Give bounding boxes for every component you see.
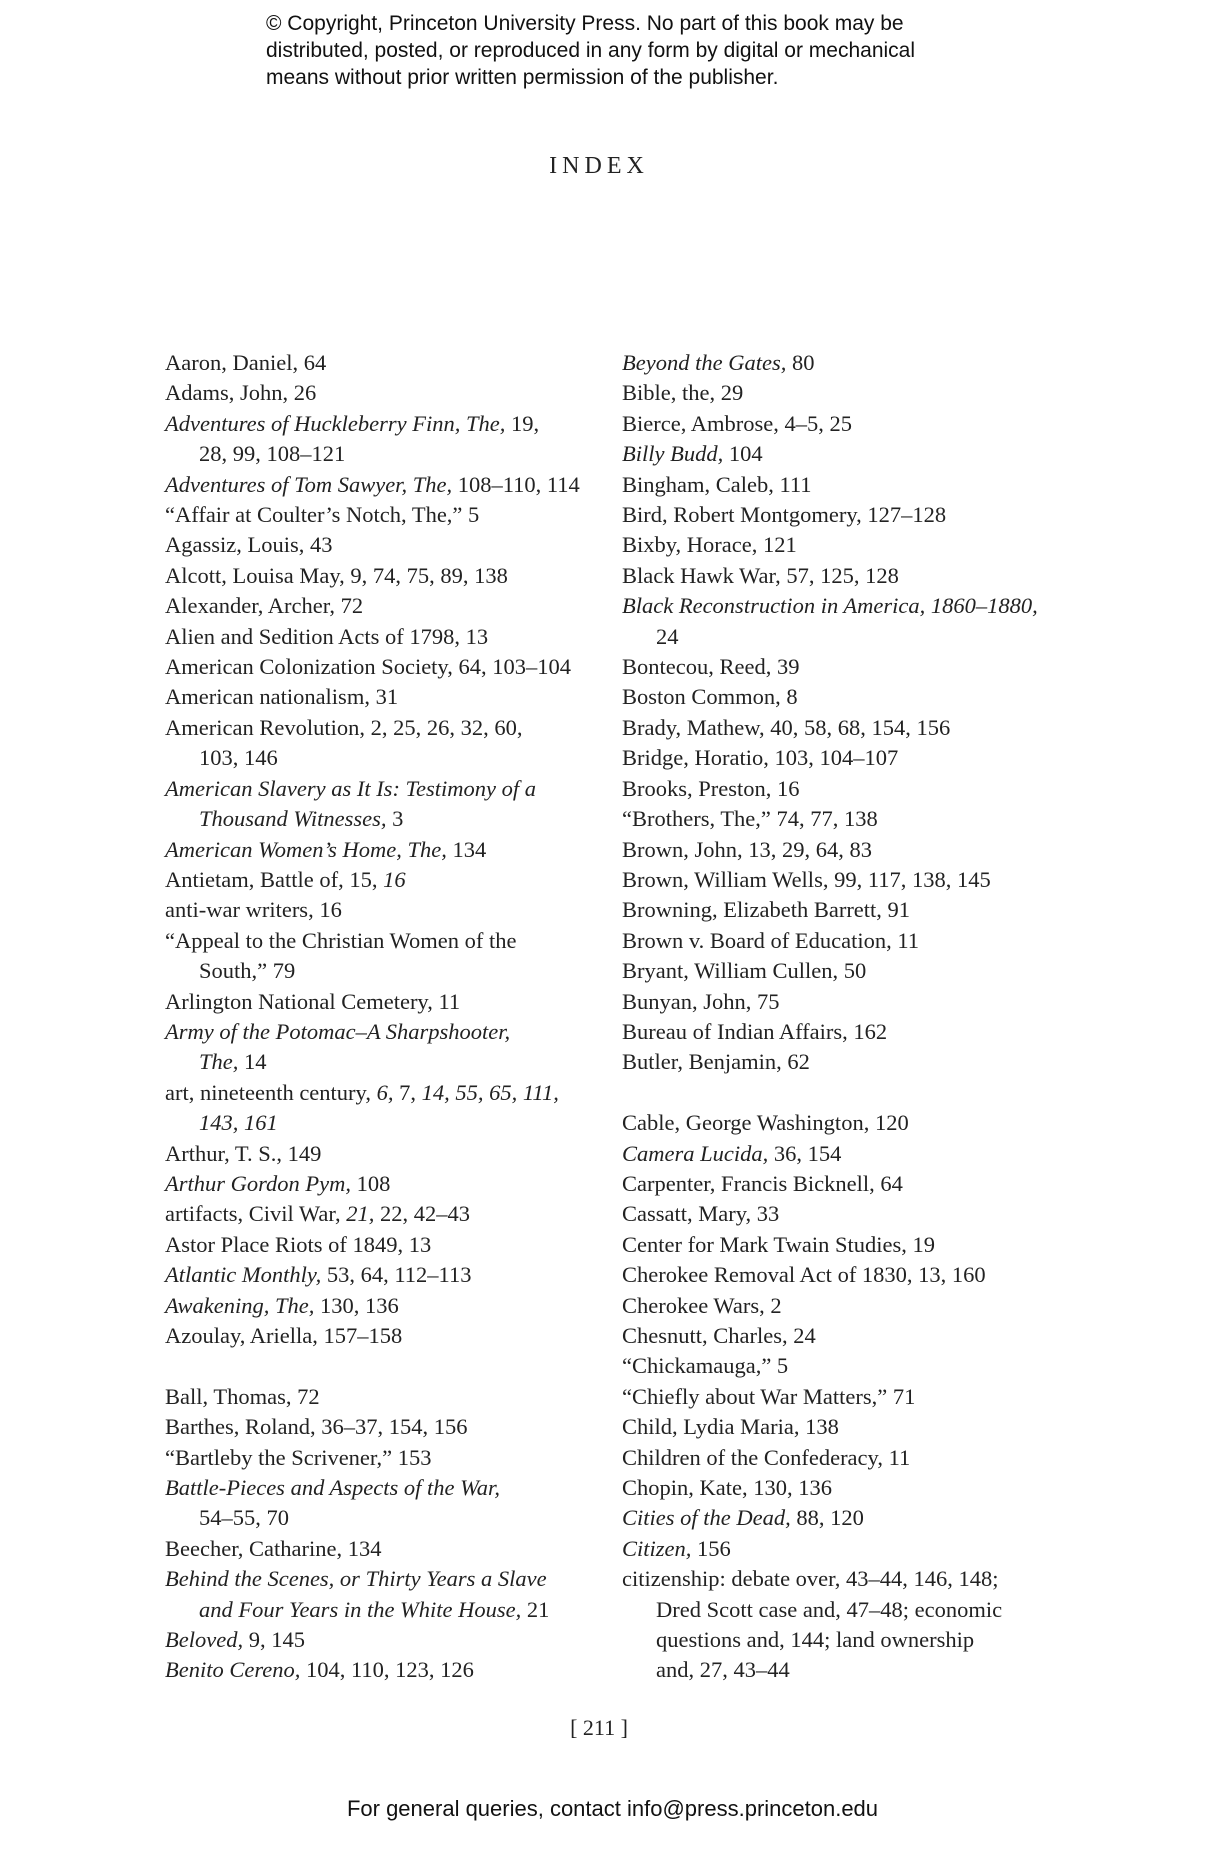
letter-group-gap xyxy=(622,1078,1052,1108)
index-entry xyxy=(622,1382,1052,1412)
entry-text: Antietam, Battle of, 15, xyxy=(165,866,384,892)
index-entry-line xyxy=(165,1534,595,1564)
index-entry xyxy=(622,591,1052,652)
index-entry xyxy=(622,1108,1052,1138)
index-entry xyxy=(165,835,595,865)
index-entry xyxy=(622,1047,1052,1077)
index-entry-line xyxy=(622,1412,1052,1442)
entry-text: Bridge, Horatio, 103, 104–107 xyxy=(622,745,899,771)
index-entry xyxy=(622,1564,1052,1686)
index-entry-line xyxy=(165,1230,595,1260)
index-entry xyxy=(165,530,595,560)
entry-text: Azoulay, Ariella, 157–158 xyxy=(165,1323,403,1348)
index-entry xyxy=(622,409,1052,439)
index-entry-line xyxy=(165,1139,595,1169)
index-entry-line xyxy=(165,591,595,621)
entry-text: 36, 154 xyxy=(768,1140,842,1166)
index-entry-line xyxy=(165,713,595,743)
entry-text: 19, xyxy=(505,410,540,436)
entry-title: Atlantic Monthly, xyxy=(165,1262,322,1288)
index-entry-line xyxy=(165,1199,595,1229)
index-entry-continuation xyxy=(165,743,595,773)
index-entry-line xyxy=(622,1443,1052,1473)
index-entry xyxy=(165,1078,595,1139)
entry-text: 104 xyxy=(723,441,763,467)
index-entry-line xyxy=(165,895,595,925)
entry-text: Boston Common, 8 xyxy=(622,684,798,710)
index-entry-line xyxy=(165,652,595,682)
entry-text: Adams, John, 26 xyxy=(165,380,317,406)
entry-text: Ball, Thomas, 72 xyxy=(165,1383,320,1409)
index-entry-line xyxy=(622,865,1052,895)
index-entry-line xyxy=(622,956,1052,986)
entry-page-italic: 16 xyxy=(383,866,406,892)
entry-title: American Slavery as It Is: Testimony of a xyxy=(165,775,536,801)
page-number: [ 211 ] xyxy=(570,1715,628,1740)
entry-title: Arthur Gordon Pym, xyxy=(165,1170,352,1196)
entry-text: Dred Scott case and, 47–48; economic xyxy=(656,1596,1003,1622)
entry-title: Billy Budd, xyxy=(622,441,724,467)
index-column-right xyxy=(622,348,1052,1686)
entry-text: Brown v. Board of Education, 11 xyxy=(622,927,920,953)
index-entry-line xyxy=(622,895,1052,925)
index-entry-line xyxy=(622,1473,1052,1503)
entry-text: Chopin, Kate, 130, 136 xyxy=(622,1475,832,1501)
entry-text: Butler, Benjamin, 62 xyxy=(622,1049,810,1075)
entry-text: 104, 110, 123, 126 xyxy=(300,1657,474,1683)
index-entry xyxy=(622,1291,1052,1321)
index-entry-line xyxy=(165,561,595,591)
index-entry-line xyxy=(165,1412,595,1442)
page-title: INDEX xyxy=(549,153,649,179)
index-entry-line xyxy=(165,1443,595,1473)
copyright-line: means without prior written permission of the publisher. xyxy=(266,66,779,89)
index-entry-line xyxy=(622,470,1052,500)
index-entry-line xyxy=(622,1017,1052,1047)
index-entry-line xyxy=(165,1078,595,1108)
index-entry-continuation xyxy=(165,1503,595,1533)
entry-text: Arlington National Cemetery, 11 xyxy=(165,988,461,1014)
index-entry-line xyxy=(165,378,595,408)
index-entry xyxy=(165,1534,595,1564)
index-entry xyxy=(622,804,1052,834)
entry-text: Cable, George Washington, 120 xyxy=(622,1110,909,1136)
entry-text: Cassatt, Mary, 33 xyxy=(622,1201,780,1227)
entry-text: South,” 79 xyxy=(199,958,296,984)
index-entry-line xyxy=(622,591,1052,621)
index-entry xyxy=(165,926,595,987)
index-entry-continuation xyxy=(622,1655,1052,1685)
index-entry xyxy=(622,1443,1052,1473)
entry-text: 108–110, 114 xyxy=(452,471,580,497)
index-entry-line xyxy=(165,470,595,500)
index-entry-line xyxy=(165,1260,595,1290)
index-entry-line xyxy=(622,652,1052,682)
entry-title: Citizen, xyxy=(622,1535,692,1561)
index-entry xyxy=(622,956,1052,986)
index-entry xyxy=(165,1564,595,1625)
footer-contact: For general queries, contact info@press.princeton.edu xyxy=(346,1796,879,1821)
index-entry-line xyxy=(165,1169,595,1199)
index-entry xyxy=(165,1017,595,1078)
index-entry-continuation xyxy=(165,439,595,469)
entry-text: American nationalism, 31 xyxy=(165,684,399,710)
entry-text: Bible, the, 29 xyxy=(622,380,744,406)
index-entry-line xyxy=(622,835,1052,865)
index-entry xyxy=(165,1291,595,1321)
index-entry xyxy=(622,1199,1052,1229)
entry-title: Adventures of Huckleberry Finn, The, xyxy=(165,410,506,436)
index-entry-line xyxy=(622,1321,1052,1351)
index-entry xyxy=(622,500,1052,530)
index-entry-line xyxy=(622,713,1052,743)
index-entry xyxy=(165,774,595,835)
index-entry xyxy=(622,682,1052,712)
entry-text: Cherokee Wars, 2 xyxy=(622,1292,782,1318)
entry-text: Brady, Mathew, 40, 58, 68, 154, 156 xyxy=(622,714,951,740)
entry-text: 24 xyxy=(656,623,679,649)
index-entry-line xyxy=(622,987,1052,1017)
entry-title: Beyond the Gates, xyxy=(622,350,787,375)
index-entry-line xyxy=(622,1230,1052,1260)
index-entry-continuation xyxy=(622,1595,1052,1625)
entry-title: Adventures of Tom Sawyer, The, xyxy=(165,471,453,497)
entry-title: Awakening, The, xyxy=(165,1292,315,1318)
index-entry-line xyxy=(622,439,1052,469)
index-entry-line xyxy=(622,1169,1052,1199)
entry-title: 143, 161 xyxy=(199,1110,278,1136)
index-entry xyxy=(622,1534,1052,1564)
index-entry xyxy=(165,470,595,500)
entry-title: Beloved, xyxy=(165,1627,244,1653)
index-entry-line xyxy=(165,1017,595,1047)
entry-text: 7, xyxy=(393,1079,422,1105)
entry-text: American Colonization Society, 64, 103–104 xyxy=(165,654,571,680)
entry-text: Brown, John, 13, 29, 64, 83 xyxy=(622,836,873,862)
index-entry xyxy=(622,1139,1052,1169)
entry-text: art, nineteenth century, xyxy=(165,1079,377,1105)
entry-text: 21 xyxy=(521,1596,550,1622)
index-entry-line xyxy=(165,500,595,530)
entry-text: “Chickamauga,” 5 xyxy=(622,1353,789,1379)
entry-text: Children of the Confederacy, 11 xyxy=(622,1444,911,1470)
entry-text: Chesnutt, Charles, 24 xyxy=(622,1322,816,1348)
index-entry xyxy=(165,652,595,682)
index-entry-line xyxy=(622,1351,1052,1381)
entry-title: Thousand Witnesses, xyxy=(199,806,387,832)
index-entry-line xyxy=(165,1625,595,1655)
entry-text: Bureau of Indian Affairs, 162 xyxy=(622,1018,888,1044)
entry-page-italic: 6, xyxy=(376,1079,394,1105)
index-entry xyxy=(622,774,1052,804)
index-entry xyxy=(165,348,595,378)
index-entry xyxy=(165,1625,595,1655)
entry-title: The, xyxy=(199,1049,239,1075)
entry-text: “Chiefly about War Matters,” 71 xyxy=(622,1383,916,1409)
index-entry xyxy=(622,1230,1052,1260)
entry-text: Bingham, Caleb, 111 xyxy=(622,471,812,497)
index-entry xyxy=(622,1260,1052,1290)
index-entry-line xyxy=(622,682,1052,712)
index-entry xyxy=(165,1199,595,1229)
entry-text: 103, 146 xyxy=(199,745,278,771)
entry-text: Alcott, Louisa May, 9, 74, 75, 89, 138 xyxy=(165,562,508,588)
entry-text: 88, 120 xyxy=(790,1505,864,1531)
entry-text: Barthes, Roland, 36–37, 154, 156 xyxy=(165,1414,468,1440)
entry-page-italic: 14, 55, 65, 111, xyxy=(421,1079,559,1105)
index-entry-line xyxy=(165,1473,595,1503)
index-entry xyxy=(165,682,595,712)
entry-text: 14 xyxy=(238,1049,267,1075)
index-entry xyxy=(165,378,595,408)
entry-text: Bixby, Horace, 121 xyxy=(622,532,797,558)
entry-title: Battle-Pieces and Aspects of the War, xyxy=(165,1475,500,1501)
entry-text: 108 xyxy=(351,1170,391,1196)
index-entry-line xyxy=(165,1564,595,1594)
entry-text: Bontecou, Reed, 39 xyxy=(622,654,800,680)
entry-text: citizenship: debate over, 43–44, 146, 148; xyxy=(622,1566,999,1592)
index-entry xyxy=(622,378,1052,408)
index-entry-line xyxy=(165,348,595,378)
entry-text: Alexander, Archer, 72 xyxy=(165,593,364,619)
index-entry-continuation xyxy=(622,622,1052,652)
index-entry xyxy=(165,1169,595,1199)
index-entry xyxy=(622,743,1052,773)
index-entry-line xyxy=(165,774,595,804)
index-entry-continuation xyxy=(165,1108,595,1138)
entry-text: 28, 99, 108–121 xyxy=(199,441,346,467)
index-entry-line xyxy=(622,1564,1052,1594)
index-entry xyxy=(165,1321,595,1351)
index-entry xyxy=(622,470,1052,500)
index-entry xyxy=(622,1169,1052,1199)
entry-text: Center for Mark Twain Studies, 19 xyxy=(622,1231,935,1257)
entry-text: Astor Place Riots of 1849, 13 xyxy=(165,1231,432,1257)
index-entry xyxy=(165,409,595,470)
index-entry-line xyxy=(622,1503,1052,1533)
index-entry-line xyxy=(622,1382,1052,1412)
entry-text: Black Hawk War, 57, 125, 128 xyxy=(622,562,899,588)
entry-text: Bunyan, John, 75 xyxy=(622,988,780,1014)
index-entry-line xyxy=(622,1291,1052,1321)
index-entry xyxy=(165,1139,595,1169)
index-entry-continuation xyxy=(622,1625,1052,1655)
index-entry-line xyxy=(622,530,1052,560)
entry-text: Agassiz, Louis, 43 xyxy=(165,532,333,558)
index-entry xyxy=(622,987,1052,1017)
index-entry-line xyxy=(165,682,595,712)
entry-text: Beecher, Catharine, 134 xyxy=(165,1535,382,1561)
index-entry-line xyxy=(165,409,595,439)
index-entry xyxy=(165,622,595,652)
entry-text: Arthur, T. S., 149 xyxy=(165,1140,322,1166)
entry-text: 80 xyxy=(786,350,815,375)
entry-text: 53, 64, 112–113 xyxy=(321,1262,472,1288)
entry-text: Brown, William Wells, 99, 117, 138, 145 xyxy=(622,866,991,892)
index-entry xyxy=(622,1473,1052,1503)
entry-text: Cherokee Removal Act of 1830, 13, 160 xyxy=(622,1262,986,1288)
entry-text: Brooks, Preston, 16 xyxy=(622,775,800,801)
index-entry xyxy=(622,1321,1052,1351)
index-entry xyxy=(622,561,1052,591)
index-entry-line xyxy=(622,1139,1052,1169)
entry-text: 156 xyxy=(691,1535,731,1561)
copyright-notice xyxy=(266,10,1026,91)
entry-text: Bird, Robert Montgomery, 127–128 xyxy=(622,502,947,528)
entry-text: “Brothers, The,” 74, 77, 138 xyxy=(622,806,878,832)
index-entry xyxy=(165,865,595,895)
index-entry-line xyxy=(622,500,1052,530)
index-entry-continuation xyxy=(165,1047,595,1077)
entry-text: American Revolution, 2, 25, 26, 32, 60, xyxy=(165,714,523,740)
index-entry xyxy=(622,895,1052,925)
index-entry xyxy=(622,865,1052,895)
entry-text: Bierce, Ambrose, 4–5, 25 xyxy=(622,410,852,436)
entry-text: and, 27, 43–44 xyxy=(656,1657,790,1683)
index-entry-line xyxy=(165,1291,595,1321)
index-entry-line xyxy=(622,348,1052,378)
index-entry xyxy=(622,1503,1052,1533)
entry-title: Behind the Scenes, or Thirty Years a Slave xyxy=(165,1566,547,1592)
index-entry xyxy=(165,895,595,925)
entry-title: Benito Cereno, xyxy=(165,1657,301,1683)
entry-text: anti-war writers, 16 xyxy=(165,897,342,923)
entry-text: 9, 145 xyxy=(243,1627,305,1653)
index-entry-continuation xyxy=(165,956,595,986)
index-entry-line xyxy=(165,987,595,1017)
index-entry-line xyxy=(622,804,1052,834)
index-entry-continuation xyxy=(165,804,595,834)
index-entry-line xyxy=(622,1534,1052,1564)
index-entry-line xyxy=(622,378,1052,408)
index-entry xyxy=(165,1655,595,1685)
index-entry-line xyxy=(165,622,595,652)
index-entry-line xyxy=(165,926,595,956)
index-entry-line xyxy=(165,835,595,865)
index-entry xyxy=(165,500,595,530)
entry-text: “Affair at Coulter’s Notch, The,” 5 xyxy=(165,502,480,528)
index-entry-line xyxy=(165,865,595,895)
entry-text: “Bartleby the Scrivener,” 153 xyxy=(165,1444,432,1470)
index-column-left xyxy=(165,348,595,1686)
entry-text: 3 xyxy=(386,806,404,832)
entry-title: and Four Years in the White House, xyxy=(199,1596,522,1622)
entry-text: Carpenter, Francis Bicknell, 64 xyxy=(622,1170,903,1196)
index-entry xyxy=(622,1412,1052,1442)
entry-page-italic: 21, xyxy=(346,1201,375,1227)
index-entry xyxy=(622,835,1052,865)
entry-text: 22, 42–43 xyxy=(374,1201,470,1227)
index-entry-line xyxy=(622,409,1052,439)
entry-text: 130, 136 xyxy=(314,1292,399,1318)
index-entry-line xyxy=(622,926,1052,956)
entry-text: artifacts, Civil War, xyxy=(165,1201,347,1227)
entry-text: 134 xyxy=(446,836,487,862)
index-entry xyxy=(165,987,595,1017)
entry-title: Cities of the Dead, xyxy=(622,1505,791,1531)
index-entry xyxy=(165,1473,595,1534)
copyright-line: distributed, posted, or reproduced in any form by digital or mechanical xyxy=(266,39,916,62)
index-entry xyxy=(622,652,1052,682)
index-entry xyxy=(165,561,595,591)
index-entry-line xyxy=(622,561,1052,591)
index-entry xyxy=(165,1260,595,1290)
entry-title: Camera Lucida, xyxy=(622,1140,769,1166)
index-entry xyxy=(622,1017,1052,1047)
index-entry xyxy=(165,1412,595,1442)
index-entry xyxy=(165,713,595,774)
index-entry xyxy=(165,1230,595,1260)
index-entry-line xyxy=(622,774,1052,804)
index-entry-line xyxy=(165,1655,595,1685)
index-entry xyxy=(165,1382,595,1412)
index-entry-line xyxy=(165,1382,595,1412)
letter-group-gap xyxy=(165,1351,595,1381)
entry-text: Bryant, William Cullen, 50 xyxy=(622,958,867,984)
index-entry xyxy=(165,591,595,621)
index-entry xyxy=(622,530,1052,560)
index-entry xyxy=(622,926,1052,956)
index-entry-line xyxy=(622,743,1052,773)
index-entry-line xyxy=(165,530,595,560)
entry-text: Aaron, Daniel, 64 xyxy=(165,350,327,375)
index-entry xyxy=(622,348,1052,378)
index-entry xyxy=(165,1443,595,1473)
entry-title: Black Reconstruction in America, 1860–1880, xyxy=(622,593,1038,619)
entry-text: “Appeal to the Christian Women of the xyxy=(165,927,517,953)
index-entry-line xyxy=(622,1260,1052,1290)
index-entry-continuation xyxy=(165,1595,595,1625)
entry-text: 54–55, 70 xyxy=(199,1505,289,1531)
entry-title: Army of the Potomac–A Sharpshooter, xyxy=(165,1018,511,1044)
index-entry-line xyxy=(165,1321,595,1351)
index-entry-line xyxy=(622,1199,1052,1229)
entry-text: Browning, Elizabeth Barrett, 91 xyxy=(622,897,911,923)
copyright-line: © Copyright, Princeton University Press. No part of this book may be xyxy=(266,12,904,35)
index-entry xyxy=(622,713,1052,743)
index-entry-line xyxy=(622,1108,1052,1138)
entry-text: Child, Lydia Maria, 138 xyxy=(622,1414,839,1440)
index-entry xyxy=(622,1351,1052,1381)
index-entry-line xyxy=(622,1047,1052,1077)
entry-title: American Women’s Home, The, xyxy=(165,836,447,862)
index-entry xyxy=(622,439,1052,469)
entry-text: questions and, 144; land ownership xyxy=(656,1627,975,1653)
entry-text: Alien and Sedition Acts of 1798, 13 xyxy=(165,623,489,649)
